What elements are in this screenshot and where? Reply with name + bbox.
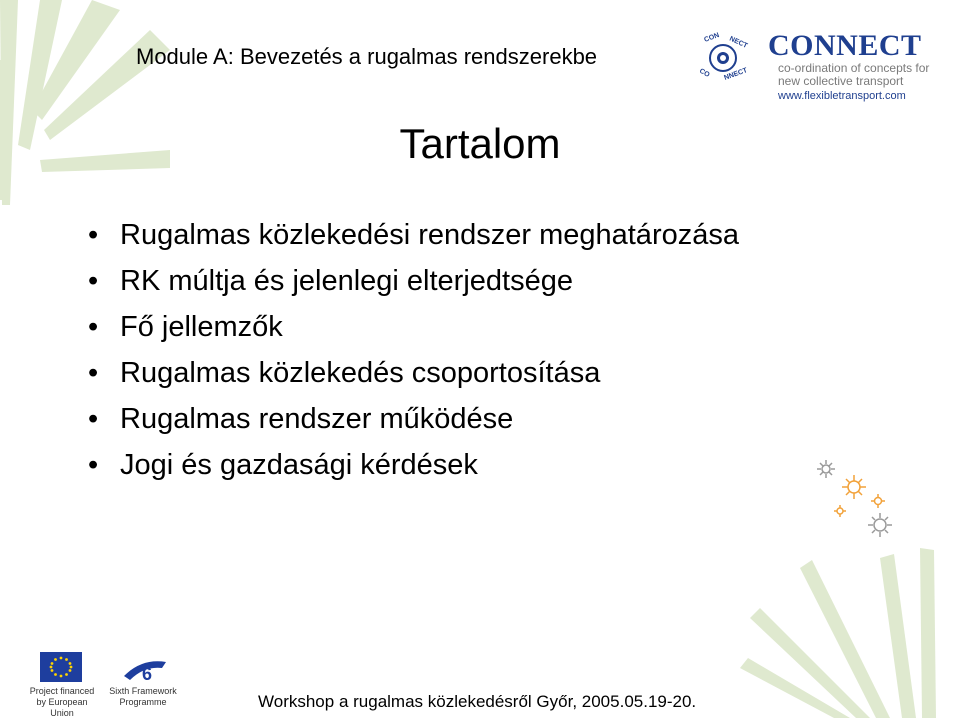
eu-flag-icon — [40, 652, 82, 682]
fp6-label-line-2: Programme — [119, 697, 167, 707]
bullet-icon: • — [88, 357, 99, 389]
list-item-text: Rugalmas közlekedési rendszer meghatározása — [120, 219, 739, 251]
list-item — [88, 350, 739, 396]
sun-rays-decoration — [0, 0, 210, 210]
suns-decoration-icon — [810, 455, 900, 545]
list-item — [88, 304, 739, 350]
list-item — [88, 442, 739, 488]
bullet-icon: • — [88, 219, 99, 251]
list-item — [88, 396, 739, 442]
brand-tagline-2: new collective transport — [778, 74, 904, 88]
bullet-list — [88, 212, 739, 488]
list-item-text: Rugalmas rendszer működése — [120, 403, 514, 435]
brand-tagline-1: co-ordination of concepts for — [778, 61, 930, 75]
eu-label — [24, 686, 100, 719]
slide-title: Tartalom — [399, 120, 561, 167]
eu-label-line-2: by European Union — [36, 697, 88, 718]
brand-url: www.flexibletransport.com — [778, 90, 906, 102]
bullet-icon: • — [88, 403, 99, 435]
footer-workshop-text: Workshop a rugalmas közlekedésről Győr, 2005.05.19-20. — [258, 692, 697, 711]
svg-text:NECT: NECT — [728, 35, 749, 50]
bullet-icon: • — [88, 311, 99, 343]
list-item-text: Jogi és gazdasági kérdések — [120, 449, 478, 481]
fp6-logo-icon — [122, 656, 168, 684]
bullet-icon: • — [88, 449, 99, 481]
sun-rays-decoration-bottom — [740, 548, 960, 718]
list-item — [88, 212, 739, 258]
list-item-text: Fő jellemzők — [120, 311, 283, 343]
list-item-text: RK múltja és jelenlegi elterjedtsége — [120, 265, 573, 297]
fp6-label-line-1: Sixth Framework — [109, 686, 177, 696]
svg-text:CO: CO — [698, 67, 711, 79]
fp6-label — [104, 686, 182, 708]
svg-text:CON: CON — [703, 32, 721, 44]
fp6-mark: 6 — [142, 664, 153, 684]
eu-label-line-1: Project financed — [29, 686, 95, 696]
bullet-icon: • — [88, 265, 99, 297]
brand-name: CONNECT — [768, 29, 922, 62]
brand-block — [768, 30, 943, 102]
svg-text:NNECT: NNECT — [723, 67, 749, 82]
list-item — [88, 258, 739, 304]
connect-emblem-icon — [693, 32, 753, 84]
module-title: Module A: Bevezetés a rugalmas rendszerekbe — [136, 44, 598, 69]
list-item-text: Rugalmas közlekedés csoportosítása — [120, 357, 601, 389]
